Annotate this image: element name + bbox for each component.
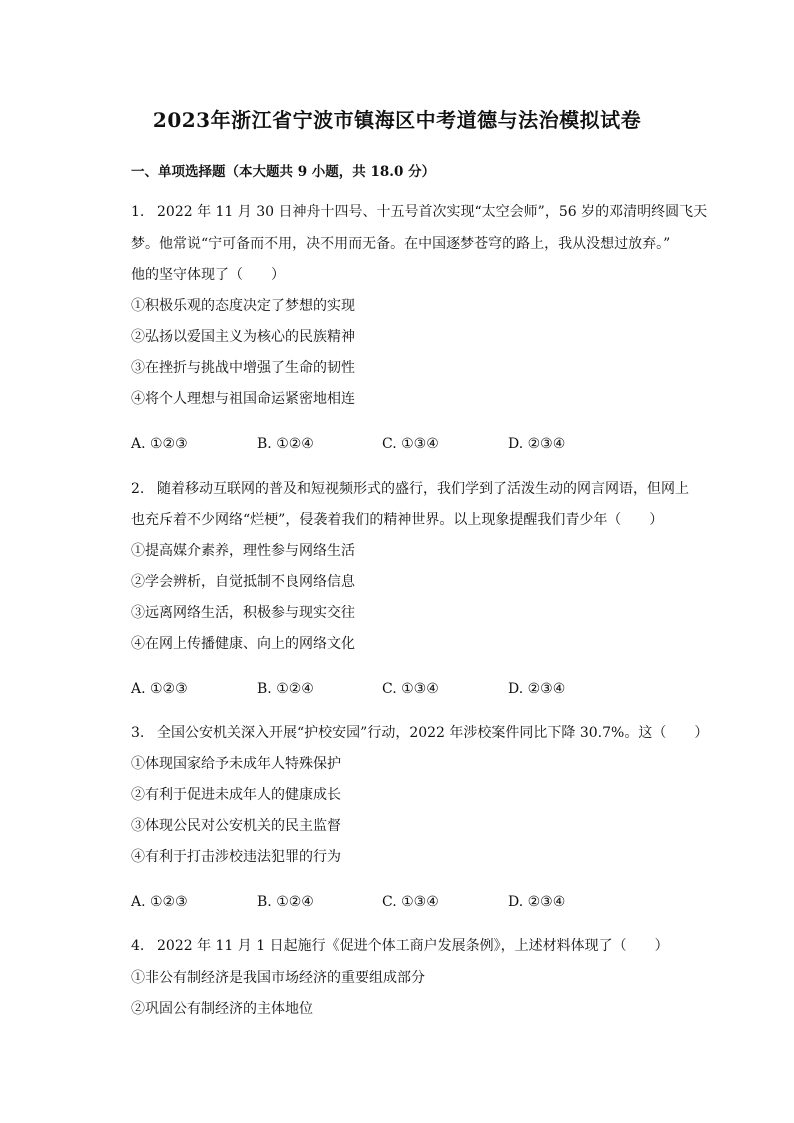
question-3-option-4: ④有利于打击涉校违法犯罪的行为 bbox=[131, 849, 341, 865]
question-1-choice-a[interactable]: A. ①②③ bbox=[131, 436, 188, 452]
question-3-stem-line-1: 3. 全国公安机关深入开展“护校安园”行动，2022 年涉校案件同比下降 30.7%。这（ ） bbox=[131, 725, 709, 741]
question-1-option-1: ①积极乐观的态度决定了梦想的实现 bbox=[131, 298, 355, 314]
question-2-choice-c[interactable]: C. ①③④ bbox=[382, 681, 439, 697]
question-3-number: 3. bbox=[131, 725, 145, 741]
question-2-choices bbox=[131, 680, 691, 698]
question-4-number: 4. bbox=[131, 938, 145, 954]
question-3-choice-b[interactable]: B. ①②④ bbox=[257, 894, 314, 910]
question-1-choice-b[interactable]: B. ①②④ bbox=[257, 436, 314, 452]
question-3-choice-a[interactable]: A. ①②③ bbox=[131, 894, 188, 910]
question-1-option-4: ④将个人理想与祖国命运紧密地相连 bbox=[131, 391, 355, 407]
question-1-option-3: ③在挫折与挑战中增强了生命的韧性 bbox=[131, 360, 355, 376]
question-1-stem-line-2: 梦。他常说“宁可备而不用，决不用而无备。在中国逐梦苍穹的路上，我从没想过放弃。” bbox=[131, 236, 671, 252]
question-2-option-2: ②学会辨析，自觉抵制不良网络信息 bbox=[131, 574, 355, 590]
question-1-choice-d[interactable]: D. ②③④ bbox=[508, 436, 566, 452]
question-3-option-2: ②有利于促进未成年人的健康成长 bbox=[131, 787, 341, 803]
question-2-stem-line-2: 也充斥着不少网络“烂梗”，侵袭着我们的精神世界。以上现象提醒我们青少年（ ） bbox=[131, 512, 664, 528]
exam-title: 2023年浙江省宁波市镇海区中考道德与法治模拟试卷 bbox=[152, 108, 642, 132]
question-2-choice-d[interactable]: D. ②③④ bbox=[508, 681, 566, 697]
question-3-choice-c[interactable]: C. ①③④ bbox=[382, 894, 439, 910]
question-3-choices bbox=[131, 893, 691, 911]
question-2-choice-b[interactable]: B. ①②④ bbox=[257, 681, 314, 697]
question-1-stem-line-1: 1. 2022 年 11 月 30 日神舟十四号、十五号首次实现“太空会师”，56 岁的邓清明终圆飞天 bbox=[131, 204, 708, 220]
question-3-choice-d[interactable]: D. ②③④ bbox=[508, 894, 566, 910]
question-4-stem-line-1: 4. 2022 年 11 月 1 日起施行《促进个体工商户发展条例》，上述材料体现了（ ） bbox=[131, 938, 669, 954]
question-2-option-3: ③远离网络生活，积极参与现实交往 bbox=[131, 605, 355, 621]
question-2-choice-a[interactable]: A. ①②③ bbox=[131, 681, 188, 697]
question-2-number: 2. bbox=[131, 481, 145, 497]
question-1-option-2: ②弘扬以爱国主义为核心的民族精神 bbox=[131, 329, 355, 345]
question-1-stem-line-3: 他的坚守体现了（ ） bbox=[131, 267, 285, 283]
question-4-option-2: ②巩固公有制经济的主体地位 bbox=[131, 1001, 313, 1017]
question-2-option-1: ①提高媒介素养，理性参与网络生活 bbox=[131, 543, 355, 559]
question-4-option-1: ①非公有制经济是我国市场经济的重要组成部分 bbox=[131, 970, 425, 986]
question-3-option-1: ①体现国家给予未成年人特殊保护 bbox=[131, 756, 341, 772]
question-1-choices bbox=[131, 435, 691, 453]
question-2-stem-line-1: 2. 随着移动互联网的普及和短视频形式的盛行，我们学到了活泼生动的网言网语，但网上 bbox=[131, 481, 689, 497]
question-1-choice-c[interactable]: C. ①③④ bbox=[382, 436, 439, 452]
question-3-option-3: ③体现公民对公安机关的民主监督 bbox=[131, 818, 341, 834]
question-2-option-4: ④在网上传播健康、向上的网络文化 bbox=[131, 636, 355, 652]
section-heading: 一、单项选择题（本大题共 9 小题，共 18.0 分） bbox=[131, 164, 436, 180]
question-1-number: 1. bbox=[131, 204, 145, 220]
